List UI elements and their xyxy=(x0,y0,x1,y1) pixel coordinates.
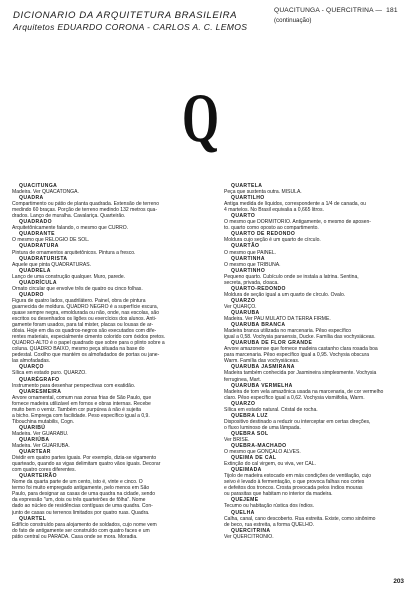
entry-term: QUADRANTE xyxy=(19,231,55,238)
entry-term: QUEBRA LUZ xyxy=(231,412,268,419)
dictionary-entry xyxy=(224,298,418,310)
definition-line: da expressão "um, dois ou três quarteirões de fôlha". Nome xyxy=(12,497,146,504)
dictionary-entry xyxy=(12,425,208,437)
entry-term: QUADRO xyxy=(19,291,44,298)
definition-line: Instrumento para desenhar perspectivas com exatidão. xyxy=(12,382,136,389)
entry-definition xyxy=(224,516,418,528)
entry-term: QUARTINHA xyxy=(231,255,265,262)
definition-line: escritos ou desenhados os ligões ou exercícios dos alunos. Anti- xyxy=(12,316,157,323)
definition-line: 4 martelos. No Brasil equivalia a 0,665 litros. xyxy=(224,207,324,214)
definition-line: O mesmo que GONÇALO ALVES. xyxy=(224,449,301,456)
dictionary-entry xyxy=(224,231,418,243)
entry-term: QUARTILHO xyxy=(231,195,265,202)
definition-line: las almofadadas. xyxy=(12,358,51,365)
entry-definition xyxy=(224,534,418,540)
dictionary-entry xyxy=(224,431,418,443)
definition-line: igual a 0,58. Vochysia paraensis, Ducke. Família das vochysiáceas. xyxy=(224,334,376,341)
definition-line: pedestal. Coxilho que mantém os almofadados de portas ou jane- xyxy=(12,352,160,359)
definition-line: Dividir em quatro partes iguais. Por exemplo, dizia-se vigamento xyxy=(12,455,157,462)
definition-line: Ornato circular que envolve três de quatro ou cinco folhas. xyxy=(12,285,143,292)
entry-term: QUARÉGRAFO xyxy=(19,376,60,383)
definition-line: seivo é levado à fermentação, o que provoca falhas nos cortes xyxy=(224,479,365,486)
dictionary-entry xyxy=(224,510,418,528)
running-page-number: 181 xyxy=(386,7,398,14)
running-header-right xyxy=(274,7,404,24)
entry-term: QUARTO-REDONDO xyxy=(231,285,286,292)
definition-line: quase sempre negra, emoldurada ou não, onde, nas escolas, são xyxy=(12,309,160,316)
dictionary-entry xyxy=(224,183,418,195)
dictionary-entry xyxy=(224,340,418,364)
definition-line: O mesmo que PAINEL. xyxy=(224,249,277,256)
entry-term: QUARTEL xyxy=(19,515,47,522)
definition-line: o fluxo luminoso de uma lâmpada. xyxy=(224,424,301,431)
entry-definition xyxy=(224,274,418,286)
entry-term: QUARTEIRÃO xyxy=(19,473,57,480)
entry-definition xyxy=(224,419,418,431)
definition-line: claro. Pêso específico igual a 0,62. Vochysia vismiifolia, Warm. xyxy=(224,394,365,401)
page-number: 203 xyxy=(393,578,404,585)
dictionary-entry xyxy=(12,243,208,255)
entry-term: QUARZO xyxy=(231,297,256,304)
definition-line: Sílica em estado natural. Cristal de rocha. xyxy=(224,406,318,413)
definition-line: e defeitos dos troncos. Crosta provocada pelos índios mouras xyxy=(224,485,363,492)
entry-term: QUEBRA-MACHADO xyxy=(231,443,287,450)
dictionary-entry xyxy=(224,268,418,286)
entry-term: QUARUBA DE FLOR GRANDE xyxy=(231,340,313,347)
continuation-note: (continuação) xyxy=(274,17,312,24)
definition-line: quarteado, quando as vigas delimitam quatro vãos iguais. Decorar xyxy=(12,461,161,468)
definition-line: drados. Lanço de muralha. Cavalariça. Quarteirão. xyxy=(12,213,126,220)
dictionary-entry xyxy=(224,286,418,298)
definition-line: a bicho. Emprega com facilidade. Peso específico igual a 0,9. xyxy=(12,412,150,419)
definition-line: junto de casas ou terrenos limitados por quatro ruas. Quadra. xyxy=(12,509,150,516)
dictionary-entry xyxy=(12,449,208,473)
dictionary-entry xyxy=(224,497,418,509)
entry-term: QUARTELA xyxy=(231,183,263,189)
entry-term: QUERCITRINA xyxy=(231,527,271,534)
dictionary-entry xyxy=(12,256,208,268)
definition-line: Paulo, para designar as casas de uma quadra na cidade, sendo xyxy=(12,491,156,498)
definition-line: coluna. QUADRO BAIXO, mesmo peça situada na base do xyxy=(12,346,145,353)
book-authors: Arquitetos EDUARDO CORONA - CARLOS A. C. LEMOS xyxy=(13,22,248,32)
entry-definition xyxy=(224,328,418,340)
entry-definition xyxy=(224,473,418,497)
definition-line: fornece madeira utilizável em fornos e obras internas. Recebe xyxy=(12,400,151,407)
section-letter: Q xyxy=(182,80,220,157)
definition-line: secreta, privada, cloaca. xyxy=(224,279,279,286)
definition-line: Tibouchina mutabilis, Cogn. xyxy=(12,418,75,425)
definition-line: Aquele que pinta QUADRATURAS. xyxy=(12,261,92,268)
definition-line: dósia. Hoje em dia os quadros-negros são executados com dife- xyxy=(12,328,157,335)
definition-line: Árvore ornamental, comum nas zonas frias de São Paulo, que xyxy=(12,394,152,401)
right-column xyxy=(224,183,418,540)
dictionary-entry xyxy=(224,455,418,467)
entry-definition xyxy=(224,370,418,382)
entry-definition xyxy=(12,201,208,219)
dictionary-entry xyxy=(224,528,418,540)
dictionary-entry xyxy=(12,292,208,365)
definition-line: ferruginea, Mart. xyxy=(224,376,262,383)
entry-definition xyxy=(12,522,208,540)
definition-line: Edifício construído para alojamento de soldados, cujo nome vem xyxy=(12,521,157,528)
left-column xyxy=(12,183,208,540)
entry-definition xyxy=(224,201,418,213)
dictionary-entry xyxy=(224,413,418,431)
definition-line: do fato de antigamente ser construído com quatro faces e um xyxy=(12,527,150,534)
dictionary-entry xyxy=(224,256,418,268)
entry-term: QUEBRA SOL xyxy=(231,430,269,437)
entry-term: QUADRÍCULA xyxy=(19,279,57,286)
definition-line: QUADRO-ALTO é o papel quadrado que sobre para o plinto sobre a xyxy=(12,340,165,347)
dictionary-entry xyxy=(12,280,208,292)
definition-line: Madeira. Ver QUACATONGA. xyxy=(12,189,79,196)
dictionary-entry xyxy=(12,183,208,195)
entry-term: QUACITUNGA xyxy=(19,183,58,189)
definition-line: Extinção do cal virgem, ou viva, ver CAL. xyxy=(224,461,317,468)
book-title: DICIONARIO DA ARQUITETURA BRASILEIRA xyxy=(13,10,238,21)
entry-definition xyxy=(224,389,418,401)
dictionary-entry xyxy=(12,219,208,231)
entry-term: QUADRELA xyxy=(19,267,51,274)
definition-line: Ver QUARÇO. xyxy=(224,303,257,310)
definition-line: termo foi muito empregado antigamente, pelo menos em São xyxy=(12,485,150,492)
definition-line: com quatro cores diferentes. xyxy=(12,467,76,474)
definition-line: para marcenaria. Pêso específico igual a 0,95. Vochysia obscura xyxy=(224,352,370,359)
entry-definition xyxy=(12,298,208,365)
definition-line: Ver BRISE. xyxy=(224,436,250,443)
entry-term: QUADRATURISTA xyxy=(19,255,68,262)
entry-definition xyxy=(12,395,208,425)
entry-term: QUEIMADA xyxy=(231,467,262,474)
dictionary-entry xyxy=(224,243,418,255)
dictionary-entry xyxy=(12,364,208,376)
entry-term: QUARIBÚ xyxy=(19,424,46,431)
definition-line: ou parasitas que habitam no interior da madeira. xyxy=(224,491,333,498)
entry-term: QUADRATURA xyxy=(19,243,59,250)
entry-term: QUARIÚBA xyxy=(19,436,50,443)
definition-line: Pequeno quarto. Cubículo onde se instala a latrina. Sentina, xyxy=(224,273,359,280)
dictionary-entry xyxy=(12,389,208,425)
dictionary-entry xyxy=(12,377,208,389)
dictionary-entry xyxy=(224,364,418,382)
definition-line: muito bem o verniz. Também cor purpúrea à não é sujeita xyxy=(12,406,141,413)
entry-definition xyxy=(224,346,418,364)
definition-line: Árvore amazonense que fornece madeira castanho clara rosada boa xyxy=(224,346,378,353)
definition-line: Tijolo de madeira estocado em más condições de ventilação, cujo xyxy=(224,473,372,480)
dictionary-entry xyxy=(224,322,418,340)
entry-term: QUARTEAR xyxy=(19,449,51,456)
entry-definition xyxy=(12,479,208,515)
entry-term: QUARESMEIRA xyxy=(19,388,62,395)
entry-term: QUARTÃO xyxy=(231,243,260,250)
definition-line: O mesmo que TRIBUNA. xyxy=(224,261,281,268)
entry-term: QUARUBA VERMELHA xyxy=(231,382,293,389)
entry-term: QUARUBA xyxy=(231,309,260,316)
entry-range xyxy=(274,7,404,14)
definition-line: Moldura de seção igual a um quarto de círculo. Óvalo. xyxy=(224,291,346,298)
dictionary-entry xyxy=(224,310,418,322)
definition-line: medindo 60 braças. Porção de terreno medindo 132 metros qua- xyxy=(12,207,158,214)
dictionary-entry xyxy=(224,443,418,455)
definition-line: Antiga medida de líquidos, correspondente a 1/4 de canada, ou xyxy=(224,201,366,208)
dictionary-entry xyxy=(224,467,418,497)
definition-line: Madeira de tom vela amazônica usada na marcenaria, de cor vermelho xyxy=(224,388,384,395)
dictionary-entry xyxy=(224,383,418,401)
entry-term: QUEJEME xyxy=(231,497,259,504)
definition-line: O mesmo que RELÓGIO DE SOL. xyxy=(12,237,90,244)
entry-definition xyxy=(12,455,208,473)
definition-line: rentes materiais, especialmente cimento colorido com óxidos pretos. xyxy=(12,334,166,341)
definition-line: Figura de quatro lados, quadrilátero. Painel, obra de pintura xyxy=(12,297,146,304)
definition-line: dado ao núcleo de residências contíguas de uma quadra. Con- xyxy=(12,503,153,510)
dictionary-entry xyxy=(224,213,418,231)
definition-line: Madeira. Ver GUARABÚ. xyxy=(12,430,69,437)
entry-term: QUEIMA DE CAL xyxy=(231,455,277,462)
entry-term: QUELHA xyxy=(231,509,255,516)
entry-term: QUARTO DE REDONDO xyxy=(231,231,296,238)
entry-term: QUADRADO xyxy=(19,219,52,226)
dictionary-entry xyxy=(224,401,418,413)
definition-line: Lanço de uma construção qualquer. Muro, parede. xyxy=(12,273,126,280)
definition-line: Moldura cujo seção é um quarto de círculo. xyxy=(224,237,321,244)
definition-line: Arquitetônicamente falando, o mesmo que CURRO. xyxy=(12,225,129,232)
definition-line: Warm. Família das vochysiáceas. xyxy=(224,358,300,365)
definition-line: gamente foram usados, para tal mister, placas ou lousas de ar- xyxy=(12,322,154,329)
entry-range-text: QUACITUNGA - QUERCITRINA — xyxy=(274,7,383,14)
definition-line: Peça que sustenta outra. MISULA. xyxy=(224,189,302,196)
dictionary-entry xyxy=(12,473,208,515)
entry-term: QUARÇO xyxy=(19,364,44,371)
definition-line: Ver QUERCITRÔNIO. xyxy=(224,533,274,540)
definition-line: Nome da quarta parte de um cento, isto é, vinte e cinco. O xyxy=(12,479,143,486)
definition-line: Tecumo ou habitação rústica dos índios. xyxy=(224,503,315,510)
definition-line: Madeira. Ver PAU MULATO DA TERRA FIRME. xyxy=(224,316,331,323)
entry-definition xyxy=(224,219,418,231)
definition-line: guarnecida de moldura. QUADRO NEGRO é a superfície escura, xyxy=(12,303,159,310)
entry-term: QUARUBA JASMIRANA xyxy=(231,364,295,371)
dictionary-entry xyxy=(224,195,418,213)
dictionary-entry xyxy=(12,437,208,449)
dictionary-entry xyxy=(12,195,208,219)
definition-line: Dispositivo destinado a reduzir ou interceptar em certas direções, xyxy=(224,418,371,425)
definition-line: to. quarto como oposto ao compartimento. xyxy=(224,225,319,232)
entry-term: QUARZO xyxy=(231,400,256,407)
entry-term: QUADRA xyxy=(19,195,44,202)
dictionary-entry xyxy=(12,231,208,243)
definition-line: Pintura de ornamentos arquitetônicos. Pintura a fresco. xyxy=(12,249,136,256)
running-header-left xyxy=(13,10,263,33)
definition-line: Calha, canal, cano descoberto. Rua estreita. Existe, como sinônimo xyxy=(224,515,376,522)
entry-term: QUARTINHO xyxy=(231,267,266,274)
dictionary-entry xyxy=(12,516,208,540)
dictionary-entry xyxy=(12,268,208,280)
definition-line: Madeira branca utilizada no marcenaria. Pêso específico xyxy=(224,328,352,335)
definition-line: O mesmo que DORMITÓRIO. Antigamente, o mesmo de aposen- xyxy=(224,219,371,226)
definition-line: Madeira. Ver GUARIÚBA. xyxy=(12,443,70,450)
definition-line: Compartimento ou pátio de planta quadrada. Extensão de terreno xyxy=(12,201,160,208)
definition-line: pátio central ou PARADA. Casa onde se mora. Moradia. xyxy=(12,533,138,540)
definition-line: de beco, rua estreita, a forma QUELHO. xyxy=(224,521,315,528)
definition-line: Sílica em estado puro. QUARZO. xyxy=(12,370,87,377)
definition-line: Madeira também conhecida por Jasmineira simplesmente. Vochysia xyxy=(224,370,377,377)
entry-term: QUARTO xyxy=(231,213,256,220)
entry-term: QUARUBA BRANCA xyxy=(231,322,286,329)
